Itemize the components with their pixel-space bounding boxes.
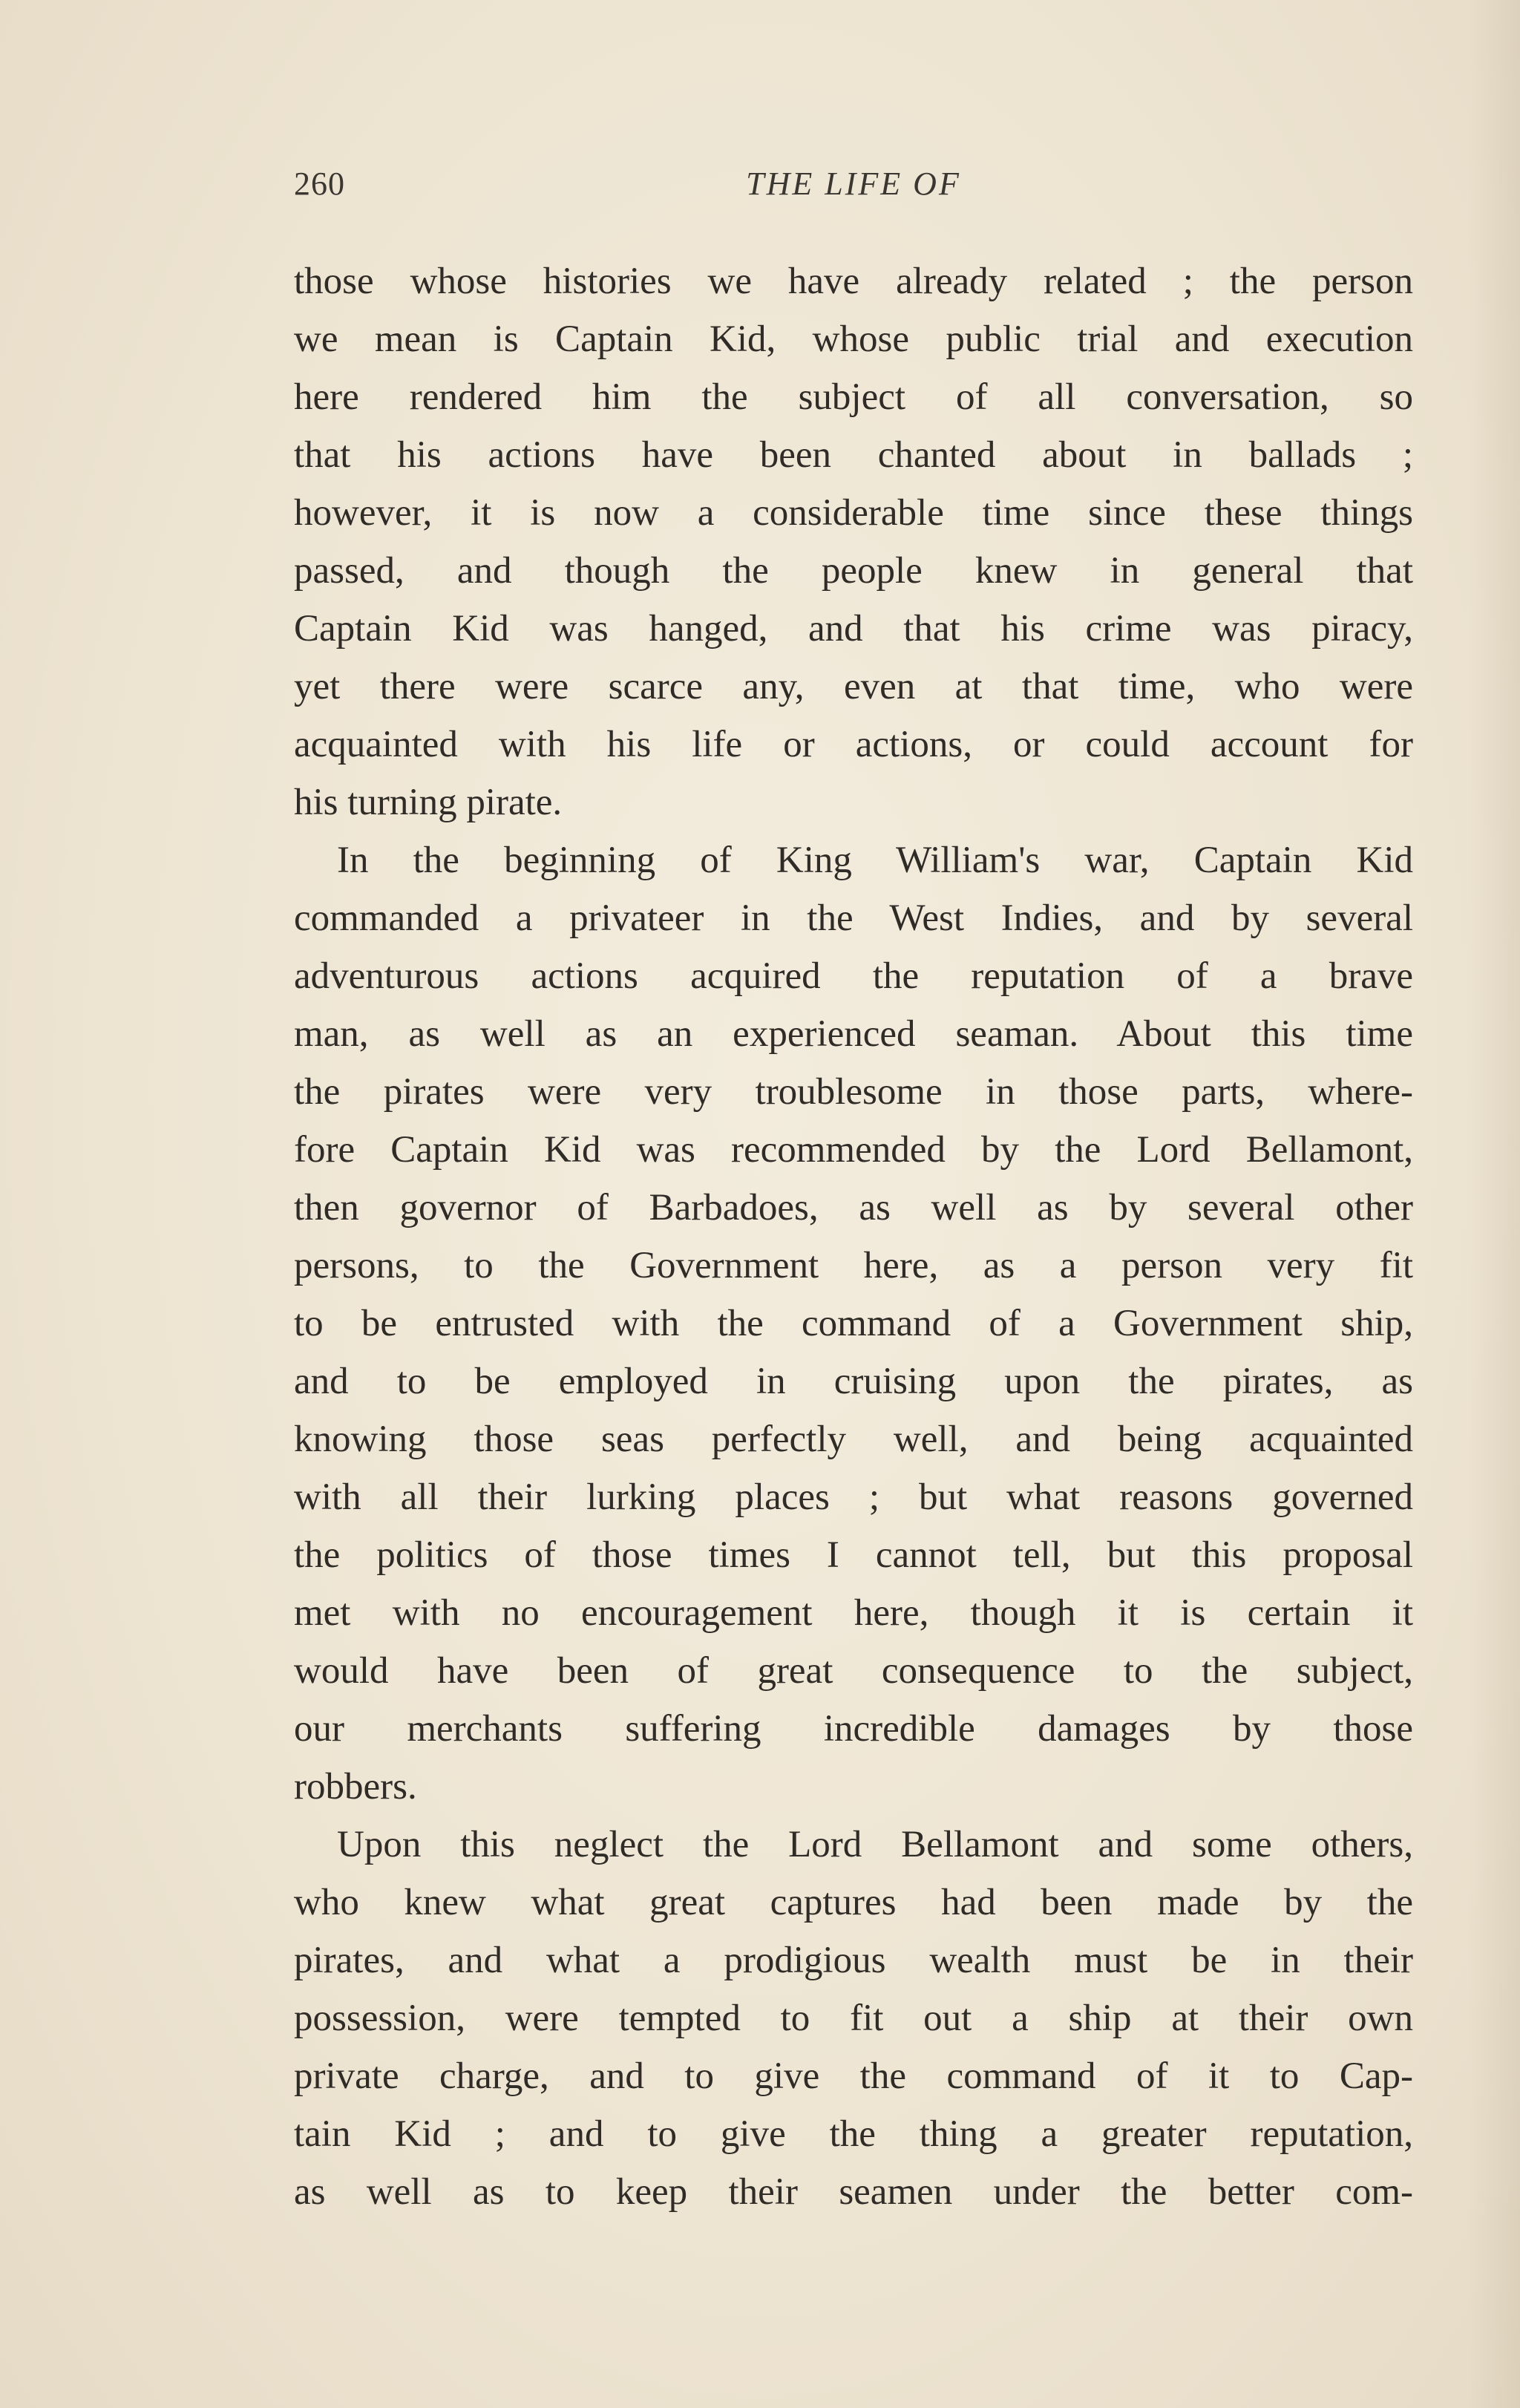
text-line: robbers. (294, 1766, 417, 1807)
text-line: In the beginning of King William's war, Captain Kid (337, 840, 1413, 881)
text-line: persons, to the Government here, as a person very fit (294, 1245, 1413, 1286)
text-line: however, it is now a considerable time since these things (294, 492, 1413, 534)
text-line: Captain Kid was hanged, and that his crime was piracy, (294, 608, 1413, 650)
text-line: to be entrusted with the command of a Government ship, (294, 1303, 1413, 1344)
text-line: the pirates were very troublesome in those parts, where- (294, 1071, 1413, 1113)
text-line: Upon this neglect the Lord Bellamont and some others, (337, 1824, 1413, 1865)
text-line: and to be employed in cruising upon the pirates, as (294, 1361, 1413, 1402)
running-title: THE LIFE OF (746, 166, 961, 202)
text-line: would have been of great consequence to the subject, (294, 1650, 1413, 1692)
text-line: those whose histories we have already related ; the person (294, 261, 1413, 302)
page-edge-shadow (1468, 0, 1520, 2408)
text-line: as well as to keep their seamen under the better com- (294, 2171, 1413, 2213)
text-line: pirates, and what a prodigious wealth must be in their (294, 1940, 1413, 1981)
text-line: who knew what great captures had been made by the (294, 1882, 1413, 1923)
text-line: knowing those seas perfectly well, and being acquainted (294, 1419, 1413, 1460)
page-number: 260 (294, 166, 345, 202)
page-header (294, 165, 1413, 217)
body-text (294, 252, 1413, 2221)
text-line: the politics of those times I cannot tell, but this proposal (294, 1534, 1413, 1576)
paragraph-1 (294, 252, 1413, 831)
text-line: tain Kid ; and to give the thing a greater reputation, (294, 2113, 1413, 2155)
text-line: his turning pirate. (294, 782, 563, 823)
text-line: passed, and though the people knew in general that (294, 550, 1413, 592)
paragraph-3 (294, 1816, 1413, 2221)
text-line: commanded a privateer in the West Indies, and by several (294, 897, 1413, 939)
text-line: private charge, and to give the command of it to Cap- (294, 2055, 1413, 2097)
text-line: we mean is Captain Kid, whose public trial and execution (294, 318, 1413, 360)
text-line: fore Captain Kid was recommended by the Lord Bellamont, (294, 1129, 1413, 1171)
text-line: here rendered him the subject of all conversation, so (294, 376, 1413, 418)
text-line: adventurous actions acquired the reputation of a brave (294, 955, 1413, 997)
text-line: man, as well as an experienced seaman. About this time (294, 1013, 1413, 1055)
text-line: met with no encouragement here, though it is certain it (294, 1592, 1413, 1634)
text-line: with all their lurking places ; but what reasons governed (294, 1476, 1413, 1518)
text-line: acquainted with his life or actions, or could account for (294, 724, 1413, 765)
paragraph-2 (294, 831, 1413, 1816)
text-line: yet there were scarce any, even at that time, who were (294, 666, 1413, 707)
text-line: then governor of Barbadoes, as well as by several other (294, 1187, 1413, 1228)
text-line: possession, were tempted to fit out a ship at their own (294, 1998, 1413, 2039)
text-line: our merchants suffering incredible damages by those (294, 1708, 1413, 1750)
text-line: that his actions have been chanted about in ballads ; (294, 434, 1413, 476)
